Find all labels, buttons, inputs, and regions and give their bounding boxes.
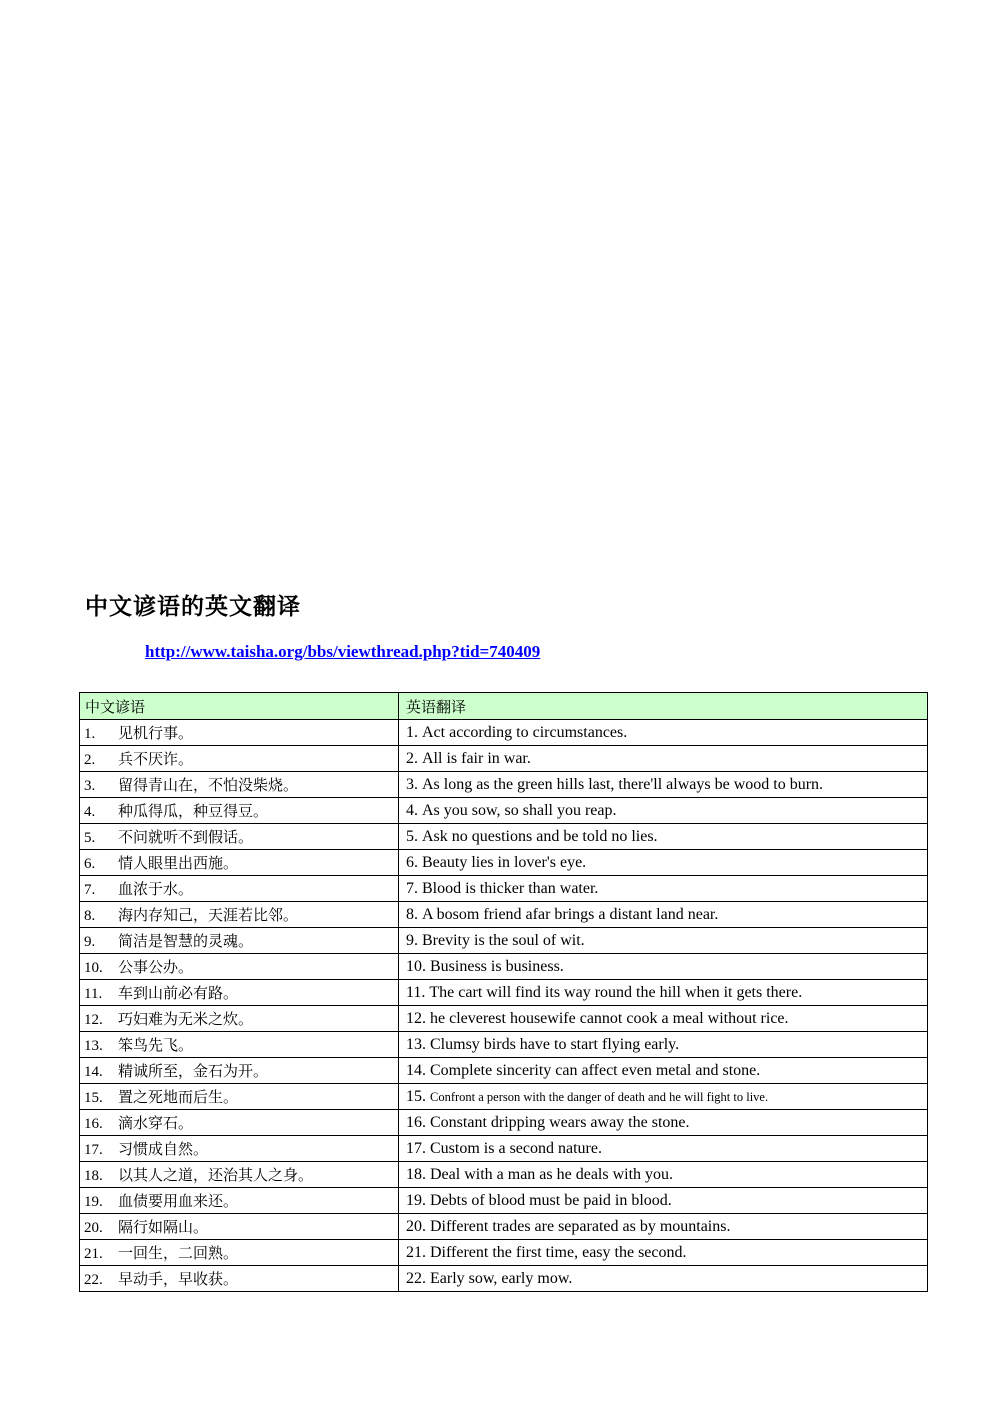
cell-chinese bbox=[80, 1188, 399, 1214]
table-row bbox=[80, 720, 928, 746]
cell-chinese bbox=[80, 1266, 399, 1292]
table-row bbox=[80, 902, 928, 928]
proverb-english: Complete sincerity can affect even metal and stone. bbox=[430, 1061, 761, 1079]
proverb-chinese: 简洁是智慧的灵魂。 bbox=[118, 934, 254, 950]
row-number-english: 2. bbox=[406, 749, 422, 767]
table-row bbox=[80, 772, 928, 798]
proverb-english: Confront a person with the danger of death and he will fight to live. bbox=[430, 1089, 769, 1104]
row-number-chinese: 12. bbox=[84, 1012, 103, 1028]
proverbs-table bbox=[79, 692, 928, 1292]
row-number-english: 16. bbox=[406, 1113, 430, 1131]
cell-english bbox=[399, 876, 928, 902]
table-row bbox=[80, 798, 928, 824]
cell-english bbox=[399, 1188, 928, 1214]
proverb-chinese: 巧妇难为无米之炊。 bbox=[118, 1012, 254, 1028]
cell-english bbox=[399, 902, 928, 928]
proverb-english: As you sow, so shall you reap. bbox=[422, 801, 617, 819]
table-row bbox=[80, 1136, 928, 1162]
row-number-chinese: 16. bbox=[84, 1116, 103, 1132]
row-number-chinese: 17. bbox=[84, 1142, 103, 1158]
proverb-english: Brevity is the soul of wit. bbox=[422, 931, 585, 949]
row-number-english: 7. bbox=[406, 879, 422, 897]
proverb-english: Debts of blood must be paid in blood. bbox=[430, 1191, 672, 1209]
row-number-english: 9. bbox=[406, 931, 422, 949]
row-number-english: 20. bbox=[406, 1217, 430, 1235]
cell-english bbox=[399, 1006, 928, 1032]
proverb-english: Business is business. bbox=[430, 957, 564, 975]
table-row bbox=[80, 980, 928, 1006]
row-number-chinese: 19. bbox=[84, 1194, 103, 1210]
link-line bbox=[145, 641, 540, 663]
table-row bbox=[80, 876, 928, 902]
cell-english bbox=[399, 824, 928, 850]
row-number-chinese: 4. bbox=[84, 804, 96, 820]
cell-english bbox=[399, 954, 928, 980]
proverb-chinese: 笨鸟先飞。 bbox=[118, 1038, 194, 1054]
cell-english bbox=[399, 1032, 928, 1058]
proverb-english: All is fair in war. bbox=[422, 749, 531, 767]
proverb-chinese: 种瓜得瓜，种豆得豆。 bbox=[118, 804, 269, 820]
row-number-english: 12. bbox=[406, 1009, 430, 1027]
cell-chinese bbox=[80, 980, 399, 1006]
proverb-chinese: 习惯成自然。 bbox=[118, 1142, 209, 1158]
table-row bbox=[80, 824, 928, 850]
row-number-chinese: 22. bbox=[84, 1272, 103, 1288]
row-number-chinese: 10. bbox=[84, 960, 103, 976]
row-number-chinese: 8. bbox=[84, 908, 96, 924]
page-title: 中文谚语的英文翻译 bbox=[85, 594, 301, 619]
row-number-english: 1. bbox=[406, 723, 422, 741]
cell-chinese bbox=[80, 850, 399, 876]
table-row bbox=[80, 850, 928, 876]
table-row bbox=[80, 1058, 928, 1084]
proverb-chinese: 情人眼里出西施。 bbox=[118, 856, 239, 872]
proverb-english: Clumsy birds have to start flying early. bbox=[430, 1035, 680, 1053]
proverb-english: Early sow, early mow. bbox=[430, 1269, 573, 1287]
table-row bbox=[80, 1162, 928, 1188]
proverb-english: As long as the green hills last, there'll always be wood to burn. bbox=[422, 775, 824, 793]
cell-english bbox=[399, 1162, 928, 1188]
row-number-english: 18. bbox=[406, 1165, 430, 1183]
proverb-chinese: 一回生，二回熟。 bbox=[118, 1246, 239, 1262]
row-number-english: 4. bbox=[406, 801, 422, 819]
row-number-chinese: 3. bbox=[84, 778, 96, 794]
cell-english bbox=[399, 928, 928, 954]
row-number-chinese: 14. bbox=[84, 1064, 103, 1080]
table-row bbox=[80, 1188, 928, 1214]
row-number-chinese: 11. bbox=[84, 986, 103, 1002]
row-number-english: 22. bbox=[406, 1269, 430, 1287]
row-number-chinese: 15. bbox=[84, 1090, 103, 1106]
proverb-chinese: 见机行事。 bbox=[118, 726, 194, 742]
cell-chinese bbox=[80, 1214, 399, 1240]
table-row bbox=[80, 746, 928, 772]
column-header-chinese: 中文谚语 bbox=[80, 693, 399, 720]
cell-english bbox=[399, 1084, 928, 1110]
row-number-chinese: 20. bbox=[84, 1220, 103, 1236]
proverb-english: Ask no questions and be told no lies. bbox=[422, 827, 658, 845]
proverb-chinese: 滴水穿石。 bbox=[118, 1116, 194, 1132]
cell-english bbox=[399, 1266, 928, 1292]
proverb-chinese: 以其人之道，还治其人之身。 bbox=[118, 1168, 314, 1184]
cell-english bbox=[399, 720, 928, 746]
cell-chinese bbox=[80, 928, 399, 954]
table-row bbox=[80, 1032, 928, 1058]
table-row bbox=[80, 928, 928, 954]
column-header-english: 英语翻译 bbox=[399, 693, 928, 720]
proverb-chinese: 不问就听不到假话。 bbox=[118, 830, 254, 846]
cell-chinese bbox=[80, 1162, 399, 1188]
proverb-chinese: 兵不厌诈。 bbox=[118, 752, 194, 768]
row-number-english: 17. bbox=[406, 1139, 430, 1157]
cell-chinese bbox=[80, 746, 399, 772]
row-number-english: 13. bbox=[406, 1035, 430, 1053]
cell-chinese bbox=[80, 1032, 399, 1058]
row-number-chinese: 13. bbox=[84, 1038, 103, 1054]
row-number-chinese: 6. bbox=[84, 856, 96, 872]
row-number-chinese: 1. bbox=[84, 726, 96, 742]
cell-english bbox=[399, 746, 928, 772]
proverb-english: Different the first time, easy the second. bbox=[430, 1243, 687, 1261]
cell-chinese bbox=[80, 1240, 399, 1266]
proverb-english: A bosom friend afar brings a distant land near. bbox=[422, 905, 719, 923]
cell-english bbox=[399, 1110, 928, 1136]
proverb-chinese: 海内存知己，天涯若比邻。 bbox=[118, 908, 299, 924]
proverb-english: Constant dripping wears away the stone. bbox=[430, 1113, 690, 1131]
cell-english bbox=[399, 1214, 928, 1240]
table-row bbox=[80, 1006, 928, 1032]
cell-english bbox=[399, 1240, 928, 1266]
proverb-english: The cart will find its way round the hill when it gets there. bbox=[429, 983, 803, 1001]
cell-chinese bbox=[80, 798, 399, 824]
table-row bbox=[80, 1266, 928, 1292]
proverb-chinese: 隔行如隔山。 bbox=[118, 1220, 209, 1236]
row-number-english: 15. bbox=[406, 1087, 430, 1105]
proverb-chinese: 早动手，早收获。 bbox=[118, 1272, 239, 1288]
table-row bbox=[80, 1240, 928, 1266]
cell-chinese bbox=[80, 954, 399, 980]
cell-chinese bbox=[80, 1058, 399, 1084]
table-header-row bbox=[80, 693, 928, 720]
row-number-english: 10. bbox=[406, 957, 430, 975]
row-number-chinese: 2. bbox=[84, 752, 96, 768]
proverb-english: Custom is a second nature. bbox=[430, 1139, 602, 1157]
cell-chinese bbox=[80, 1136, 399, 1162]
row-number-chinese: 21. bbox=[84, 1246, 103, 1262]
cell-english bbox=[399, 798, 928, 824]
row-number-english: 21. bbox=[406, 1243, 430, 1261]
source-link[interactable]: http://www.taisha.org/bbs/viewthread.php?tid=740409 bbox=[145, 642, 541, 661]
table-row bbox=[80, 1110, 928, 1136]
proverb-chinese: 血浓于水。 bbox=[118, 882, 194, 898]
proverb-chinese: 置之死地而后生。 bbox=[118, 1090, 239, 1106]
row-number-english: 14. bbox=[406, 1061, 430, 1079]
table-row bbox=[80, 1084, 928, 1110]
row-number-chinese: 5. bbox=[84, 830, 96, 846]
proverb-english: Act according to circumstances. bbox=[422, 723, 628, 741]
proverb-chinese: 精诚所至，金石为开。 bbox=[118, 1064, 269, 1080]
cell-english bbox=[399, 1058, 928, 1084]
cell-english bbox=[399, 772, 928, 798]
proverb-english: Blood is thicker than water. bbox=[422, 879, 599, 897]
proverb-english: he cleverest housewife cannot cook a meal without rice. bbox=[430, 1009, 789, 1027]
row-number-chinese: 9. bbox=[84, 934, 96, 950]
cell-chinese bbox=[80, 720, 399, 746]
table-body bbox=[80, 720, 928, 1292]
cell-english bbox=[399, 980, 928, 1006]
cell-english bbox=[399, 1136, 928, 1162]
row-number-english: 6. bbox=[406, 853, 422, 871]
proverb-chinese: 血债要用血来还。 bbox=[118, 1194, 239, 1210]
proverb-english: Deal with a man as he deals with you. bbox=[430, 1165, 674, 1183]
proverb-english: Beauty lies in lover's eye. bbox=[422, 853, 587, 871]
row-number-english: 19. bbox=[406, 1191, 430, 1209]
cell-chinese bbox=[80, 876, 399, 902]
proverb-chinese: 留得青山在，不怕没柴烧。 bbox=[118, 778, 299, 794]
cell-chinese bbox=[80, 902, 399, 928]
cell-english bbox=[399, 850, 928, 876]
row-number-english: 11. bbox=[406, 983, 430, 1001]
row-number-chinese: 7. bbox=[84, 882, 96, 898]
proverb-english: Different trades are separated as by mountains. bbox=[430, 1217, 731, 1235]
cell-chinese bbox=[80, 1110, 399, 1136]
cell-chinese bbox=[80, 1006, 399, 1032]
row-number-chinese: 18. bbox=[84, 1168, 103, 1184]
table-row bbox=[80, 954, 928, 980]
cell-chinese bbox=[80, 824, 399, 850]
table-row bbox=[80, 1214, 928, 1240]
row-number-english: 5. bbox=[406, 827, 422, 845]
cell-chinese bbox=[80, 772, 399, 798]
row-number-english: 8. bbox=[406, 905, 422, 923]
cell-chinese bbox=[80, 1084, 399, 1110]
row-number-english: 3. bbox=[406, 775, 422, 793]
proverb-chinese: 公事公办。 bbox=[118, 960, 194, 976]
proverb-chinese: 车到山前必有路。 bbox=[118, 986, 239, 1002]
